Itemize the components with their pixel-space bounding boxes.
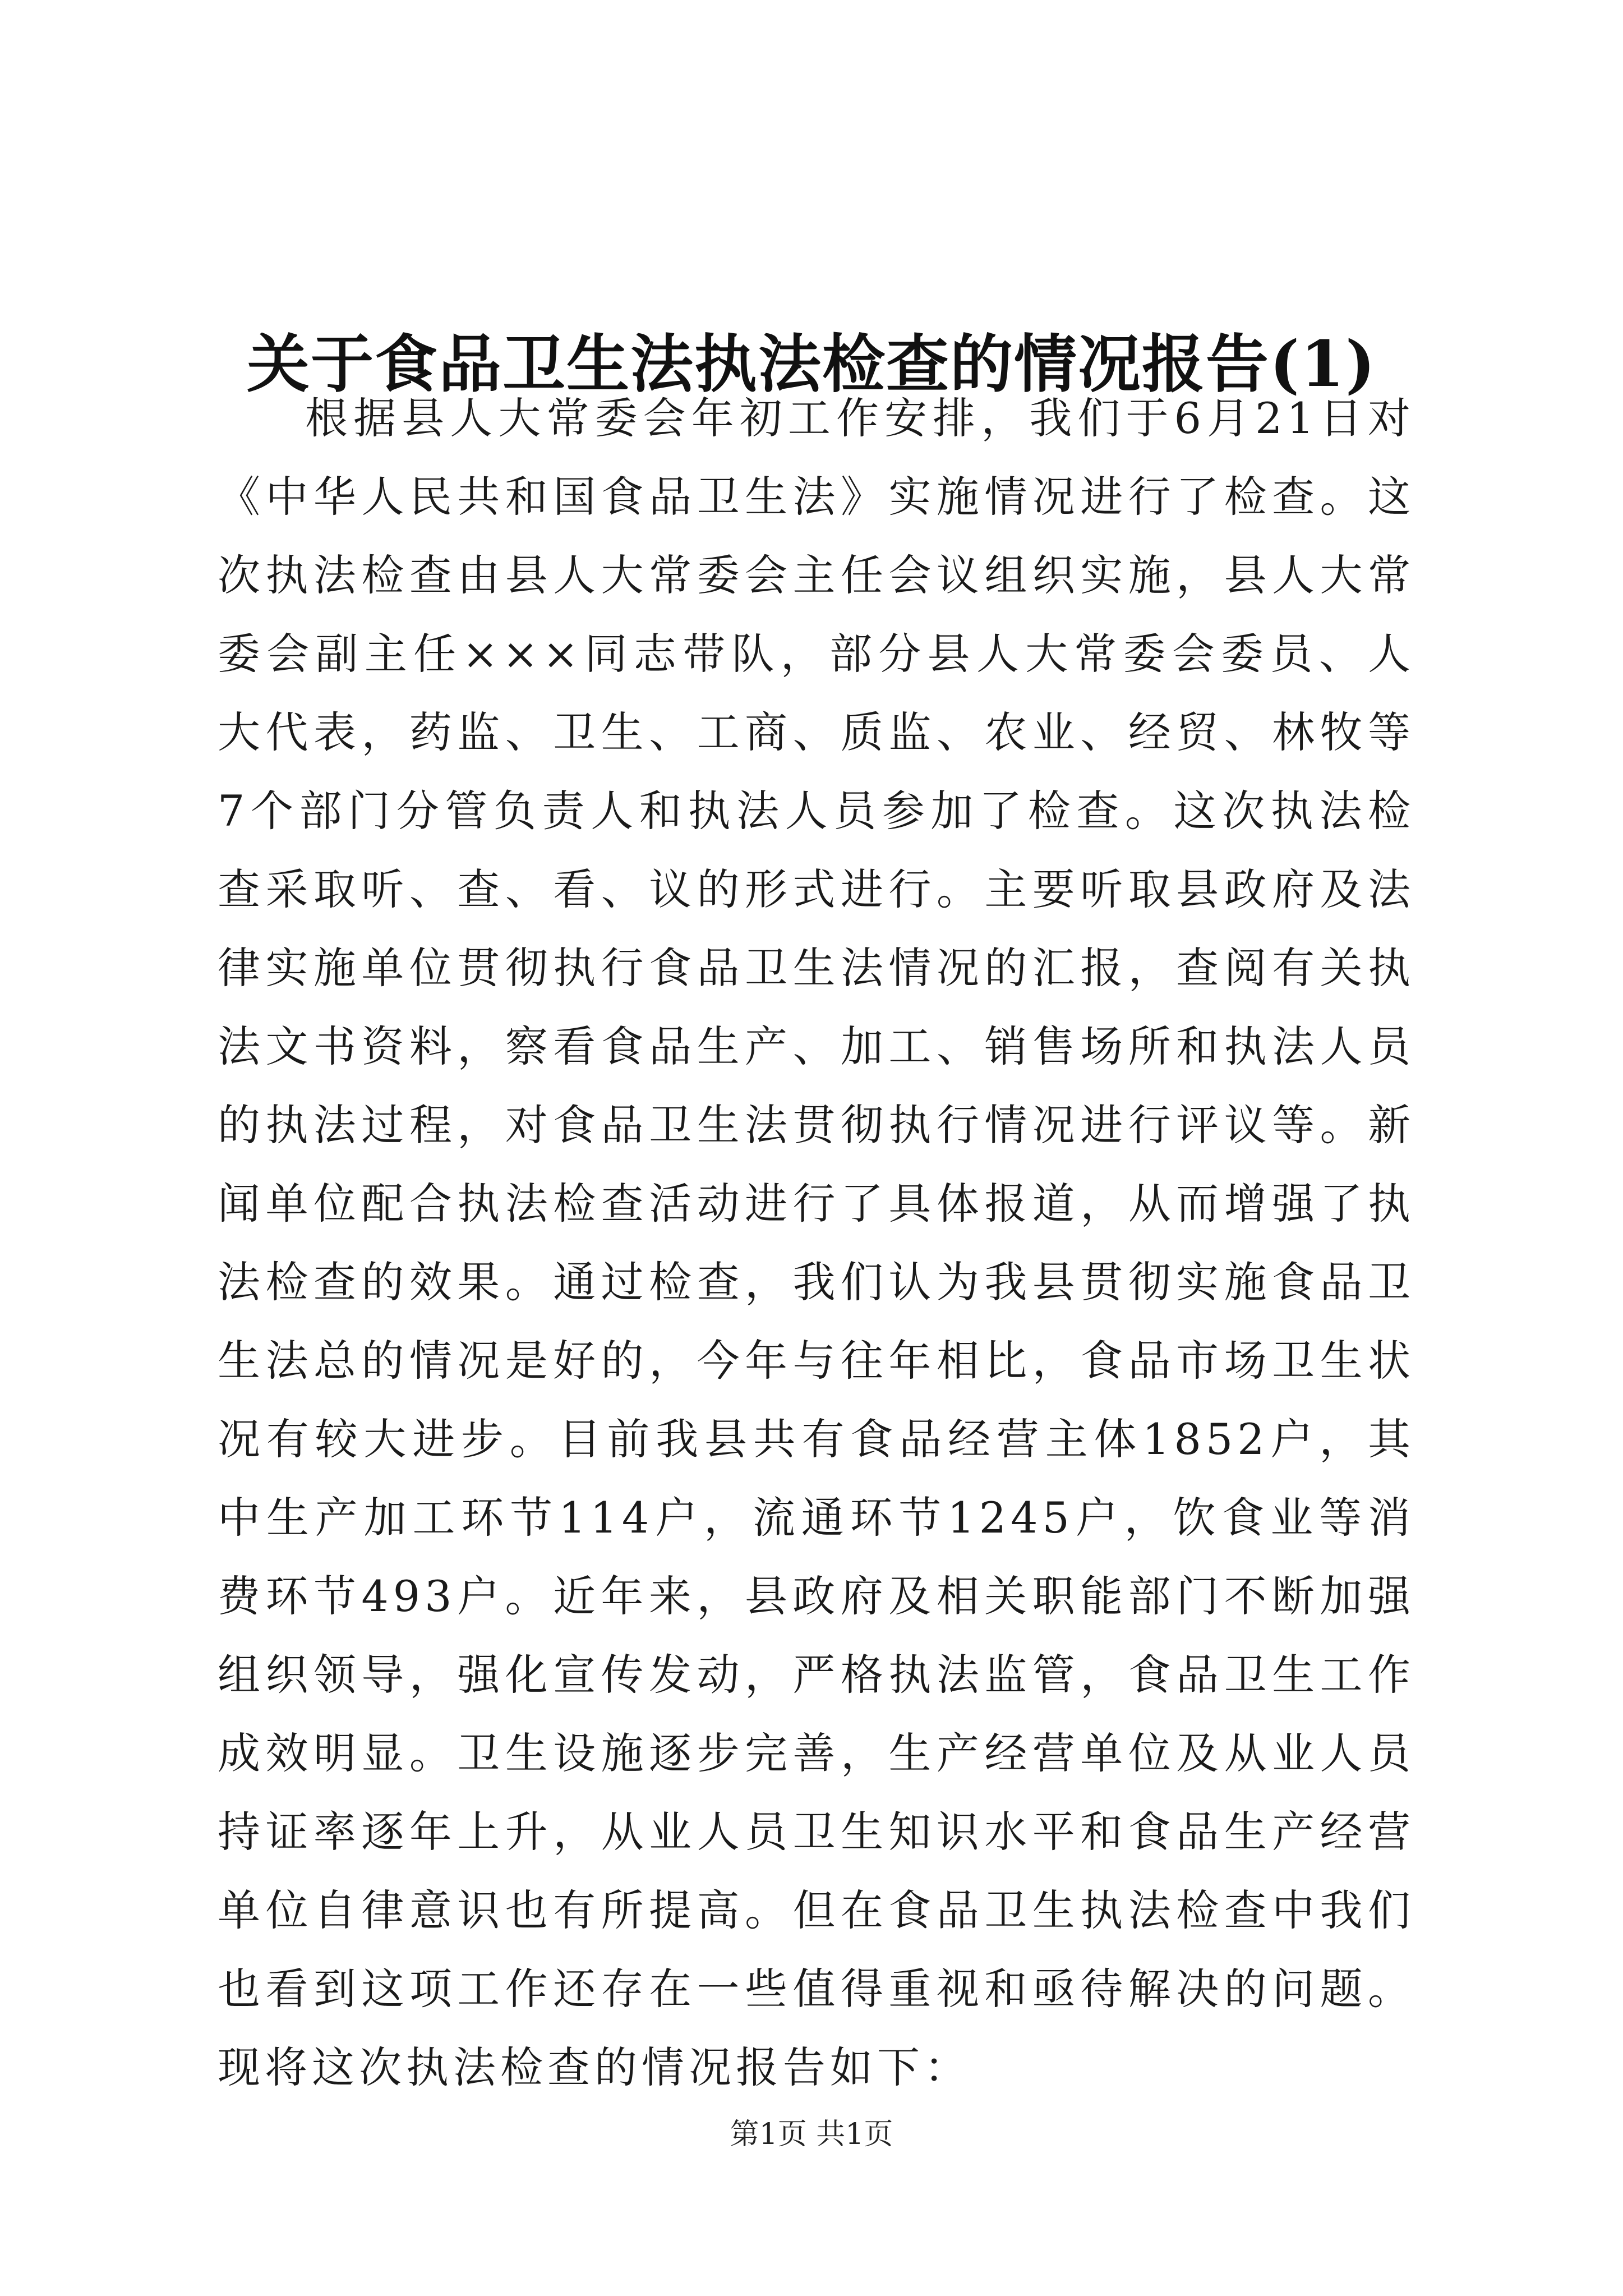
body-paragraph: 根据县人大常委会年初工作安排，我们于6月21日对《中华人民共和国食品卫生法》实施情况进行了检查。这次执法检查由县人大常委会主任会议组织实施，县人大常委会副主任×××同志带队，部分县人大常委会委员、人大代表，药监、卫生、工商、质监、农业、经贸、林牧等7个部门分管负责人和执法人员参加了检查。这次执法检查采取听、查、看、议的形式进行。主要听取县政府及法律实施单位贯彻执行食品卫生法情况的汇报，查阅有关执法文书资料，察看食品生产、加工、销售场所和执法人员的执法过程，对食品卫生法贯彻执行情况进行评议等。新闻单位配合执法检查活动进行了具体报道，从而增强了执法检查的效果。通过检查，我们认为我县贯彻实施食品卫生法总的情况是好的，今年与往年相比，食品市场卫生状况有较大进步。目前我县共有食品经营主体1852户，其中生产加工环节114户，流通环节1245户，饮食业等消费环节493户。近年来，县政府及相关职能部门不断加强组织领导，强化宣传发动，严格执法监管，食品卫生工作成效明显。卫生设施逐步完善，生产经营单位及从业人员持证率逐年上升，从业人员卫生知识水平和食品生产经营单位自律意识也有所提高。但在食品卫生执法检查中我们也看到这项工作还存在一些值得重视和亟待解决的问题。现将这次执法检查的情况报告如下： — [218, 393, 1415, 2092]
page-number-footer: 第1页 共1页 — [730, 2118, 893, 2151]
document-title: 关于食品卫生法执法检查的情况报告(1) — [247, 328, 1376, 402]
